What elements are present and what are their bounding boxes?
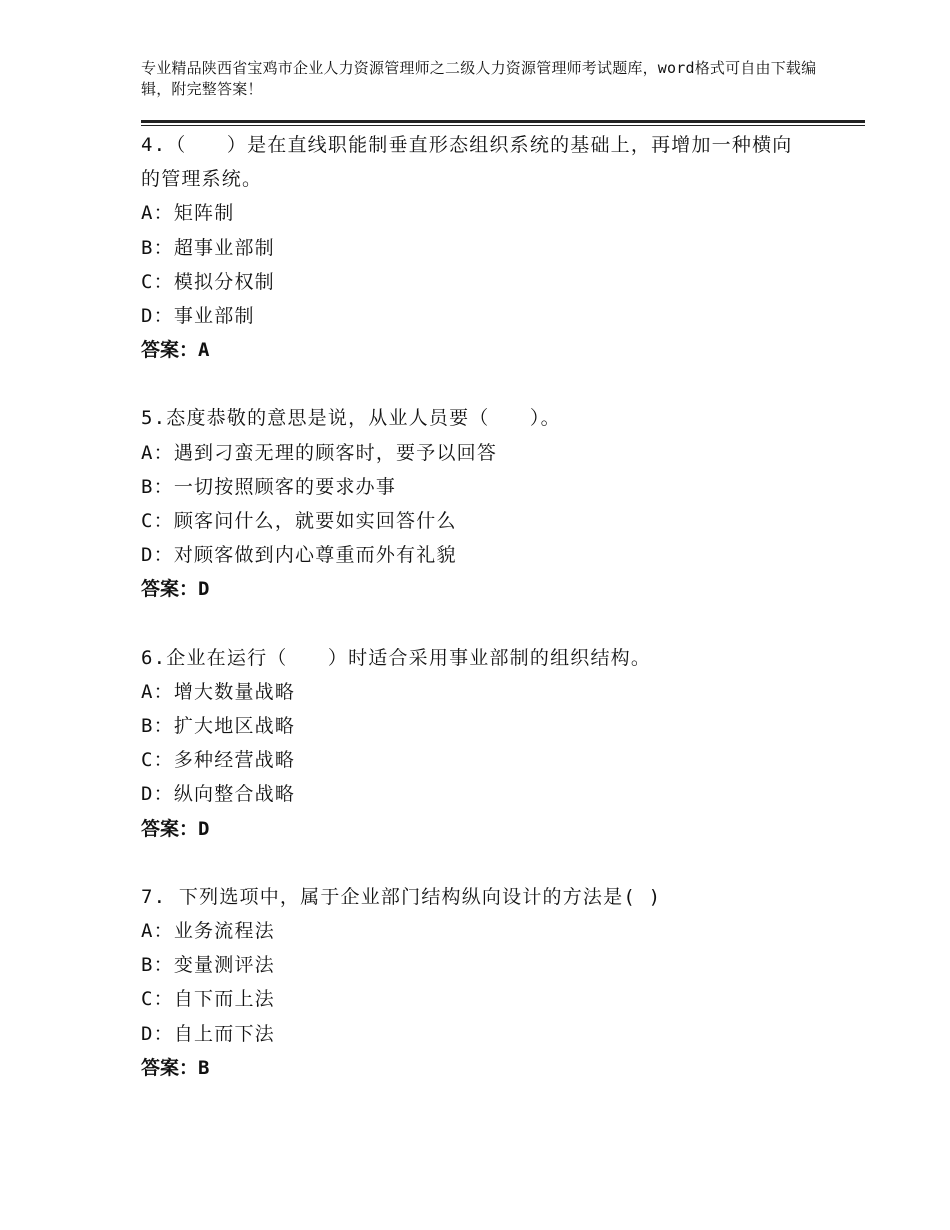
answer-label: 答案：B <box>141 1056 210 1079</box>
header-rule-thin <box>141 125 865 126</box>
question-5 <box>141 401 841 606</box>
option-b: B：变量测评法 <box>141 954 275 977</box>
option-c: C：多种经营战略 <box>141 749 296 772</box>
question-stem: 4.（ ）是在直线职能制垂直形态组织系统的基础上，再增加一种横向的管理系统。 <box>141 134 793 191</box>
option-d: D：对顾客做到内心尊重而外有礼貌 <box>141 544 457 567</box>
option-d: D：自上而下法 <box>141 1022 275 1045</box>
option-d: D：事业部制 <box>141 305 255 328</box>
answer-label: 答案：D <box>141 578 210 601</box>
option-c: C：顾客问什么，就要如实回答什么 <box>141 510 457 533</box>
option-a: A：增大数量战略 <box>141 680 296 703</box>
answer-label: 答案：D <box>141 817 210 840</box>
question-stem: 7. 下列选项中，属于企业部门结构纵向设计的方法是( ) <box>141 885 662 908</box>
option-c: C：模拟分权制 <box>141 270 275 293</box>
answer-label: 答案：A <box>141 339 210 362</box>
question-4 <box>141 128 841 367</box>
document-header: 专业精品陕西省宝鸡市企业人力资源管理师之二级人力资源管理师考试题库，word格式可自由下载编辑，附完整答案！ <box>141 59 817 98</box>
question-stem: 5.态度恭敬的意思是说，从业人员要（ ）。 <box>141 407 561 430</box>
question-6 <box>141 641 841 846</box>
option-a: A：矩阵制 <box>141 202 235 225</box>
option-d: D：纵向整合战略 <box>141 783 296 806</box>
question-stem: 6.企业在运行（ ）时适合采用事业部制的组织结构。 <box>141 646 652 669</box>
option-a: A：业务流程法 <box>141 920 275 943</box>
question-list <box>141 128 841 1119</box>
option-b: B：一切按照顾客的要求办事 <box>141 475 397 498</box>
option-b: B：扩大地区战略 <box>141 715 296 738</box>
option-b: B：超事业部制 <box>141 236 275 259</box>
option-a: A：遇到刁蛮无理的顾客时，要予以回答 <box>141 441 498 464</box>
option-c: C：自下而上法 <box>141 988 275 1011</box>
question-7 <box>141 880 841 1085</box>
header-rule-thick <box>141 120 865 123</box>
